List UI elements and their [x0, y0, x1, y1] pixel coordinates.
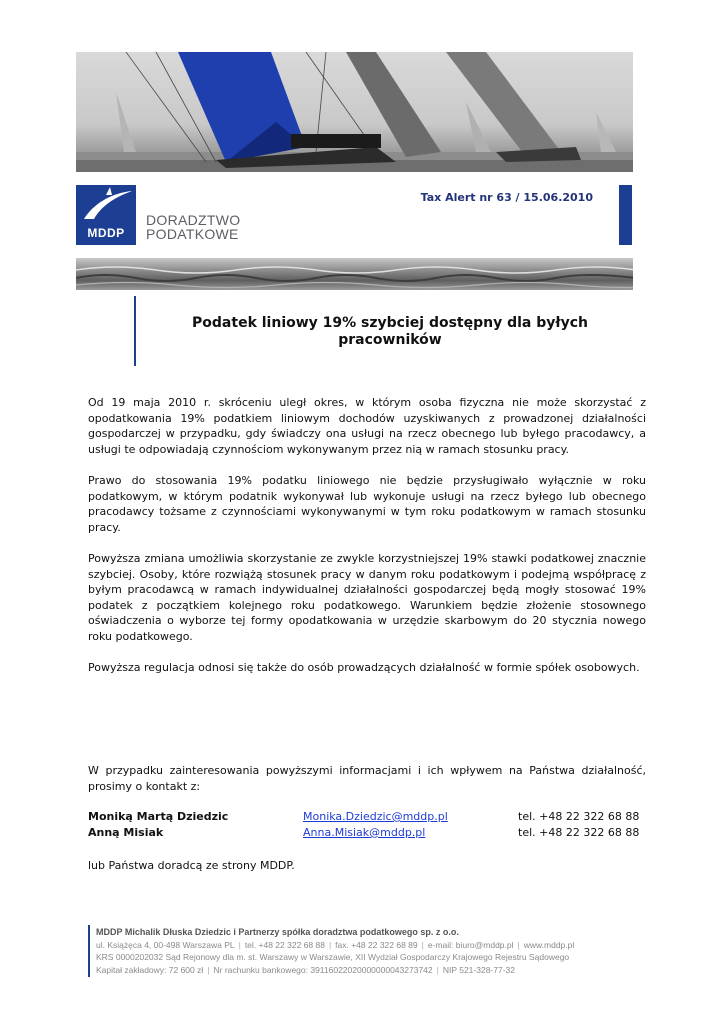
article-paragraph-2: Prawo do stosowania 19% podatku liniowego nie będzie przysługiwało wyłącznie w roku podatkowym, w którym podatnik wykonywał lub wykonuje usługi na rzecz byłego lub obecnego pracodawcy tożsame z czynnościami wykonywanymi w tym roku podatkowym w ramach stosunku pracy. [88, 474, 646, 534]
logo-wordmark [146, 213, 240, 241]
footer-capital: Kapitał zakładowy: 72 600 zł [96, 964, 204, 975]
logo-abbreviation: MDDP [87, 226, 125, 240]
contact-row [88, 826, 648, 842]
header-accent-bar [619, 185, 632, 245]
footer-finance-line: Kapitał zakładowy: 72 600 zł | Nr rachunku bankowego: 39116022020000000043273742 | NIP 521-328-77-32 [96, 964, 515, 975]
article-title: Podatek liniowy 19% szybciej dostępny dla byłych pracowników [192, 315, 588, 348]
footer-fax: fax. +48 22 322 68 89 [335, 939, 418, 950]
contact-name: Anną Misiak [88, 826, 164, 839]
logo-swoosh-icon [76, 185, 136, 225]
footer-krs: KRS 0000202032 Sąd Rejonowy dla m. st. Warszawy w Warszawie, XII Wydział Gospodarczy Krajowego Rejestru Sądowego [96, 952, 570, 962]
tax-alert-number: Tax Alert nr 63 / 15.06.2010 [420, 191, 593, 204]
header-banner-photo [76, 52, 633, 172]
sea-strip-photo [76, 258, 633, 290]
logo-line-2: PODATKOWE [146, 226, 239, 242]
article-paragraph-4: Powyższa regulacja odnosi się także do osób prowadzących działalność w formie spółek osobowych. [88, 661, 640, 674]
footer-nip: NIP 521-328-77-32 [442, 964, 515, 975]
logo-line-1: DORADZTWO [146, 212, 241, 228]
article-paragraph-1: Od 19 maja 2010 r. skróceniu uległ okres, w którym osoba fizyczna nie może skorzystać z opodatkowania 19% podatkiem liniowym dochodów uzyskiwanych z prowadzonej działalności gospodarczej w przypadku, gdy świadczy ona usługi na rzecz obecnego lub byłego pracodawcy, a usługi te odpowiadają czynnościom wykonywanym przez nią w ramach stosunku pracy. [88, 396, 646, 456]
sailing-boats-image [76, 52, 633, 172]
sea-waves-image [76, 258, 633, 290]
footer-tel: tel. +48 22 322 68 88 [244, 939, 325, 950]
footer-contact-line: ul. Książęca 4, 00-498 Warszawa PL | tel. +48 22 322 68 88 | fax. +48 22 322 68 89 | e-mail: biuro@mddp.pl | www.mddp.pl [96, 939, 575, 950]
footer-address: ul. Książęca 4, 00-498 Warszawa PL [96, 939, 235, 950]
footer-accent-bar [88, 925, 90, 977]
footer-email: e-mail: biuro@mddp.pl [427, 939, 514, 950]
contact-outro: lub Państwa doradcą ze strony MDDP. [88, 859, 295, 872]
footer-bank-account: Nr rachunku bankowego: 39116022020000000043273742 [213, 964, 433, 975]
footer-company-name: MDDP Michalik Dłuska Dziedzic i Partnerzy spółka doradztwa podatkowego sp. z o.o. [96, 927, 459, 937]
contact-row [88, 810, 648, 826]
contact-name: Moniką Martą Dziedzic [88, 810, 229, 823]
contact-intro: W przypadku zainteresowania powyższymi informacjami i ich wpływem na Państwa działalność, prosimy o kontakt z: [88, 764, 646, 793]
footer-website: www.mddp.pl [523, 939, 575, 950]
contact-phone: tel. +48 22 322 68 88 [518, 826, 640, 839]
contact-email-link[interactable]: Anna.Misiak@mddp.pl [303, 826, 426, 839]
company-footer [96, 926, 656, 976]
contact-phone: tel. +48 22 322 68 88 [518, 810, 640, 823]
article-paragraph-3: Powyższa zmiana umożliwia skorzystanie ze zwykle korzystniejszej 19% stawki podatkowej znacznie szybciej. Osoby, które rozwiążą stosunek pracy w danym roku podatkowym i podejmą współpracę z byłym pracodawcą w ramach indywidualnej działalności gospodarczej będą mogły stosować 19% podatek z początkiem kolejnego roku podatkowego. Warunkiem będzie złożenie stosownego oświadczenia o wyborze tej formy opodatkowania w urzędzie skarbowym do 20 stycznia nowego roku podatkowego. [88, 552, 646, 643]
title-accent-bar [134, 296, 136, 366]
contact-email-link[interactable]: Monika.Dziedzic@mddp.pl [303, 810, 448, 823]
